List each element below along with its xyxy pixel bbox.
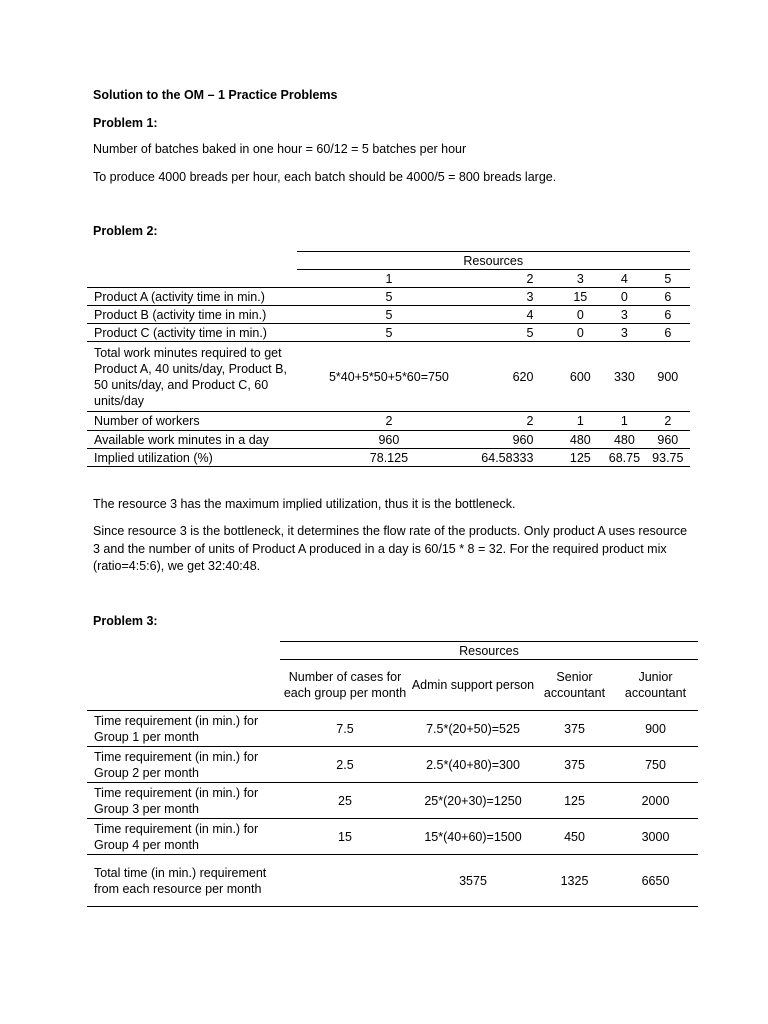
table-row [87, 819, 698, 855]
table-cell: 960 [297, 431, 482, 449]
table-cell: 1 [557, 412, 603, 431]
row-label: Product C (activity time in min.) [87, 324, 297, 342]
row-label: Time requirement (in min.) for Group 2 per month [87, 747, 280, 783]
table-cell: 2 [646, 412, 690, 431]
problem1-line1: Number of batches baked in one hour = 60/12 = 5 batches per hour [93, 142, 467, 156]
table-cell: 330 [603, 342, 645, 412]
table-cell: 7.5*(20+50)=525 [410, 711, 536, 747]
row-label: Total time (in min.) requirement from each resource per month [87, 855, 280, 907]
table-cell: 5 [481, 324, 557, 342]
row-label: Time requirement (in min.) for Group 4 per month [87, 819, 280, 855]
table-header-spacer [87, 642, 280, 660]
table-cell: 450 [536, 819, 613, 855]
row-label: Time requirement (in min.) for Group 3 per month [87, 783, 280, 819]
table-cell: 68.75 [603, 449, 645, 467]
table-cell: 5 [297, 324, 482, 342]
resource-number-header: 3 [557, 270, 603, 288]
table-row [87, 412, 690, 431]
problem2-para1: The resource 3 has the maximum implied utilization, thus it is the bottleneck. [93, 497, 516, 511]
table-cell: 2 [481, 412, 557, 431]
table-cell: 480 [557, 431, 603, 449]
table-cell: 125 [536, 783, 613, 819]
table-cell: 600 [557, 342, 603, 412]
table-cell: 750 [613, 747, 698, 783]
row-label: Product A (activity time in min.) [87, 288, 297, 306]
row-label: Number of workers [87, 412, 297, 431]
table-cell: 5 [297, 306, 482, 324]
table-cell: 620 [481, 342, 557, 412]
table-cell: 3 [481, 288, 557, 306]
table-row [87, 342, 690, 412]
table-cell: 960 [646, 431, 690, 449]
table-cell: 15 [557, 288, 603, 306]
table-row [87, 855, 698, 907]
table-cell: 3 [603, 306, 645, 324]
table-cell: 125 [557, 449, 603, 467]
table-row [87, 711, 698, 747]
table-row [87, 288, 690, 306]
table-cell: 900 [613, 711, 698, 747]
problem3-heading: Problem 3: [93, 614, 158, 628]
document-title: Solution to the OM – 1 Practice Problems [93, 88, 338, 102]
table-cell: 0 [557, 324, 603, 342]
problem2-para2: Since resource 3 is the bottleneck, it determines the flow rate of the products. Only product A uses resource 3 and the number of units of Product A produced in a day is 60/15 * 8 = 32. For the required product mix (ratio=4:5:6), we get 32:40:48. [93, 524, 688, 573]
problem3-table [87, 641, 698, 907]
table-cell: 375 [536, 747, 613, 783]
table-cell: 2.5 [280, 747, 410, 783]
problem1-heading: Problem 1: [93, 116, 158, 130]
column-header: Senior accountant [536, 660, 613, 711]
resources-group-header: Resources [280, 642, 698, 660]
table-cell: 960 [481, 431, 557, 449]
row-label: Product B (activity time in min.) [87, 306, 297, 324]
table-cell: 3575 [410, 855, 536, 907]
table-cell: 900 [646, 342, 690, 412]
problem2-heading: Problem 2: [93, 224, 158, 238]
table-cell: 375 [536, 711, 613, 747]
row-label: Available work minutes in a day [87, 431, 297, 449]
table-cell: 7.5 [280, 711, 410, 747]
table-row [87, 449, 690, 467]
row-label: Time requirement (in min.) for Group 1 per month [87, 711, 280, 747]
problem2-table [87, 251, 690, 467]
table-cell: 2 [297, 412, 482, 431]
table-cell: 1325 [536, 855, 613, 907]
table-cell: 93.75 [646, 449, 690, 467]
table-cell: 64.58333 [481, 449, 557, 467]
column-header: Number of cases for each group per month [280, 660, 410, 711]
row-label: Implied utilization (%) [87, 449, 297, 467]
table-cell: 15*(40+60)=1500 [410, 819, 536, 855]
table-cell: 6 [646, 324, 690, 342]
resource-number-header: 5 [646, 270, 690, 288]
table-cell: 3000 [613, 819, 698, 855]
column-header: Admin support person [410, 660, 536, 711]
table-cell: 6 [646, 288, 690, 306]
resource-number-header: 1 [297, 270, 482, 288]
table-cell: 15 [280, 819, 410, 855]
table-row [87, 747, 698, 783]
table-row [87, 431, 690, 449]
table-header-spacer [87, 270, 297, 288]
row-label: Total work minutes required to get Product A, 40 units/day, Product B, 50 units/day, and Product C, 60 units/day [87, 342, 297, 412]
table-cell: 6 [646, 306, 690, 324]
table-cell: 2.5*(40+80)=300 [410, 747, 536, 783]
table-cell: 1 [603, 412, 645, 431]
table-cell: 3 [603, 324, 645, 342]
table-cell: 5*40+5*50+5*60=750 [297, 342, 482, 412]
table-cell: 6650 [613, 855, 698, 907]
table-cell [280, 855, 410, 907]
table-cell: 0 [603, 288, 645, 306]
resources-group-header: Resources [297, 252, 690, 270]
table-row [87, 306, 690, 324]
table-row [87, 783, 698, 819]
resource-number-header: 4 [603, 270, 645, 288]
table-cell: 2000 [613, 783, 698, 819]
table-cell: 0 [557, 306, 603, 324]
table-cell: 25 [280, 783, 410, 819]
table-cell: 4 [481, 306, 557, 324]
table-cell: 480 [603, 431, 645, 449]
table-header-spacer [87, 252, 297, 270]
table-header-spacer [87, 660, 280, 711]
table-cell: 25*(20+30)=1250 [410, 783, 536, 819]
problem1-line2: To produce 4000 breads per hour, each batch should be 4000/5 = 800 breads large. [93, 170, 557, 184]
table-row [87, 324, 690, 342]
table-cell: 78.125 [297, 449, 482, 467]
resource-number-header: 2 [481, 270, 557, 288]
column-header: Junior accountant [613, 660, 698, 711]
table-cell: 5 [297, 288, 482, 306]
